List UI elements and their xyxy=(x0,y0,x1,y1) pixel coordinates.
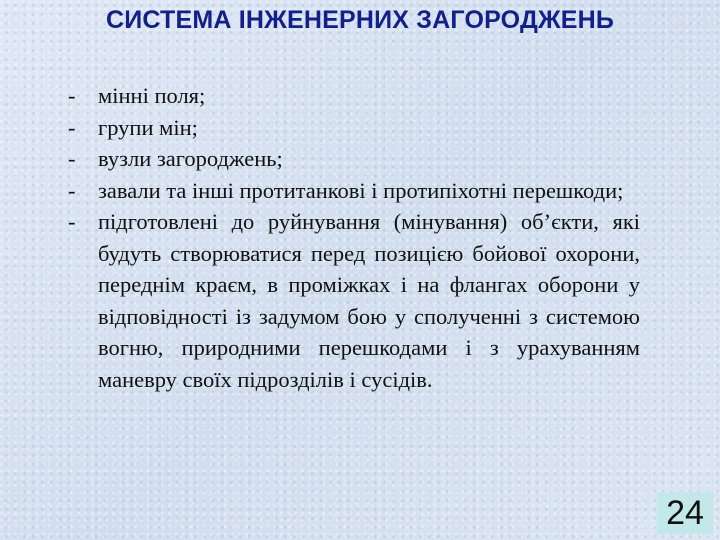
bullet-list xyxy=(68,80,640,395)
bullet-dash: - xyxy=(68,83,76,108)
list-item xyxy=(68,175,640,207)
list-item-text: мінні поля; xyxy=(98,83,206,108)
slide-title: СИСТЕМА ІНЖЕНЕРНИХ ЗАГОРОДЖЕНЬ xyxy=(105,6,615,34)
list-item-text: вузли загороджень; xyxy=(98,146,283,171)
bullet-dash: - xyxy=(68,114,76,140)
bullet-dash: - xyxy=(68,146,76,171)
bullet-dash: - xyxy=(68,209,76,234)
list-item xyxy=(68,112,640,144)
list-item xyxy=(68,143,640,175)
list-item-text: підготовлені до руйнування (мінування) об’єкти, які будуть створюватися перед позицією бойової охорони, переднім краєм, в проміжках і на флангах оборони у відповідності із задумом бою у сполученні з системою вогню, природними перешкодами і з урахуванням маневру своїх підрозділів і сусідів. xyxy=(98,209,640,392)
list-item xyxy=(68,206,640,395)
page-number-badge: 24 xyxy=(657,492,713,534)
bullet-dash: - xyxy=(68,177,76,203)
list-item xyxy=(68,80,640,112)
list-item-text: завали та інші протитанкові і протипіхотні перешкоди; xyxy=(98,177,624,203)
list-item-text: групи мін; xyxy=(98,114,198,140)
